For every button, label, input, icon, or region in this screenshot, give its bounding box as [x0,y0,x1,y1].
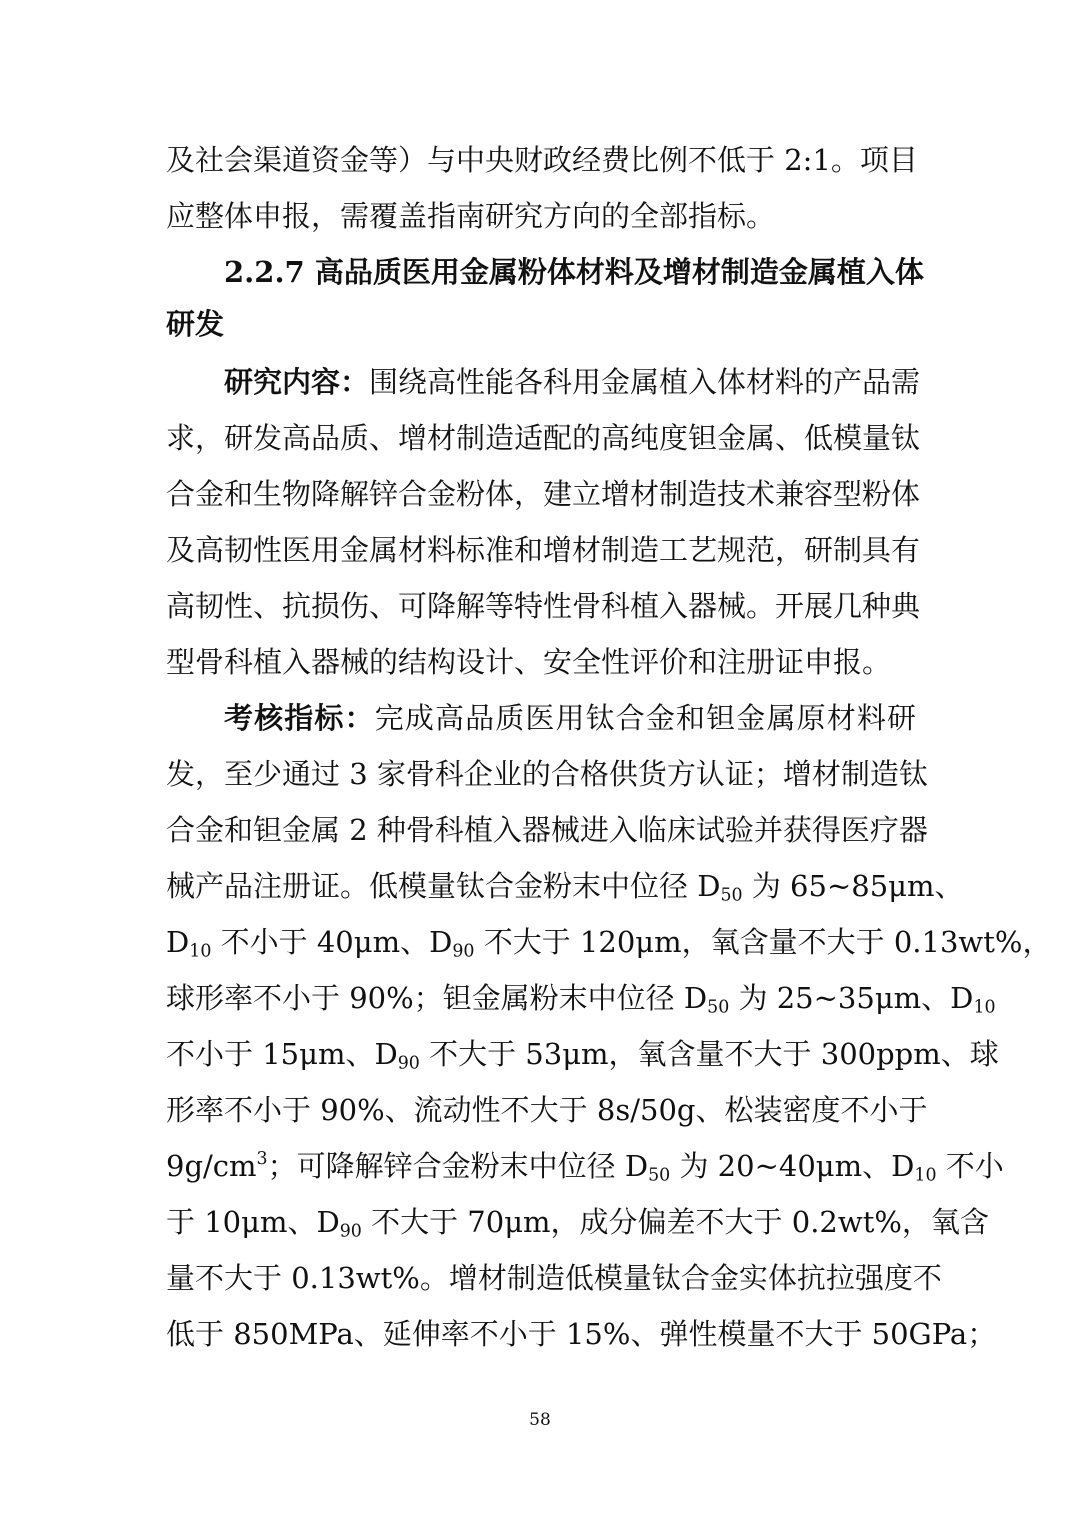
research-content-label: 研究内容： [224,365,370,399]
assessment-line: 合金和钽金属 2 种骨科植入器械进入临床试验并获得医疗器 [166,813,928,847]
assessment-line: 形率不小于 90%、流动性不大于 8s/50g、松装密度不小于 [166,1093,928,1127]
research-content-line: 高韧性、抗损伤、可降解等特性骨科植入器械。开展几种典 [166,589,921,623]
section-title: 高品质医用金属粉体材料及增材制造金属植入体 [314,255,924,289]
section-heading-continuation: 研发 [166,307,225,341]
assessment-line: 发，至少通过 3 家骨科企业的合格供货方认证；增材制造钛 [166,757,928,791]
assessment-line: 考核指标：完成高品质医用钛合金和钽金属原材料研 [224,701,916,735]
research-content-line: 求，研发高品质、增材制造适配的高纯度钽金属、低模量钛 [166,421,921,455]
section-heading [224,252,924,292]
assessment-line: 低于 850MPa、延伸率不小于 15%、弹性模量不大于 50GPa； [166,1317,997,1351]
research-content-line: 及高韧性医用金属材料标准和增材制造工艺规范，研制具有 [166,533,921,567]
assessment-line: 械产品注册证。低模量钛合金粉末中位径 $D_{50}$ 为 65~85μm、 [166,869,964,906]
page-number: 58 [529,1410,551,1430]
research-content-line: 型骨科植入器械的结构设计、安全性评价和注册证申报。 [166,645,892,679]
assessment-line: $9g/cm^3$；可降解锌合金粉末中位径 $D_{50}$ 为 20~40μm、$D_{10}$ 不小 [166,1148,1004,1186]
paragraph-line: 应整体申报，需覆盖指南研究方向的全部指标。 [166,199,776,233]
section-number: 2.2.7 [224,255,305,289]
assessment-line: 于 10μm、$D_{90}$ 不大于 70μm，成分偏差不大于 0.2wt%，氧含 [166,1205,989,1242]
research-content-line: 合金和生物降解锌合金粉体，建立增材制造技术兼容型粉体 [166,477,921,511]
assessment-line: 量不大于 0.13wt%。增材制造低模量钛合金实体抗拉强度不 [166,1261,942,1295]
paragraph-line: 及社会渠道资金等）与中央财政经费比例不低于 2:1。项目 [166,143,918,177]
assessment-label: 考核指标： [224,701,375,735]
research-content-line: 研究内容：围绕高性能各科用金属植入体材料的产品需 [224,365,921,399]
assessment-line: $D_{10}$ 不小于 40μm、$D_{90}$ 不大于 120μm，氧含量不大于 0.13wt%， [166,925,1052,962]
assessment-line: 不小于 15μm、$D_{90}$ 不大于 53μm，氧含量不大于 300ppm、球 [166,1037,999,1074]
assessment-line: 球形率不小于 90%；钽金属粉末中位径 $D_{50}$ 为 25~35μm、$D_{10}$ [166,981,996,1018]
